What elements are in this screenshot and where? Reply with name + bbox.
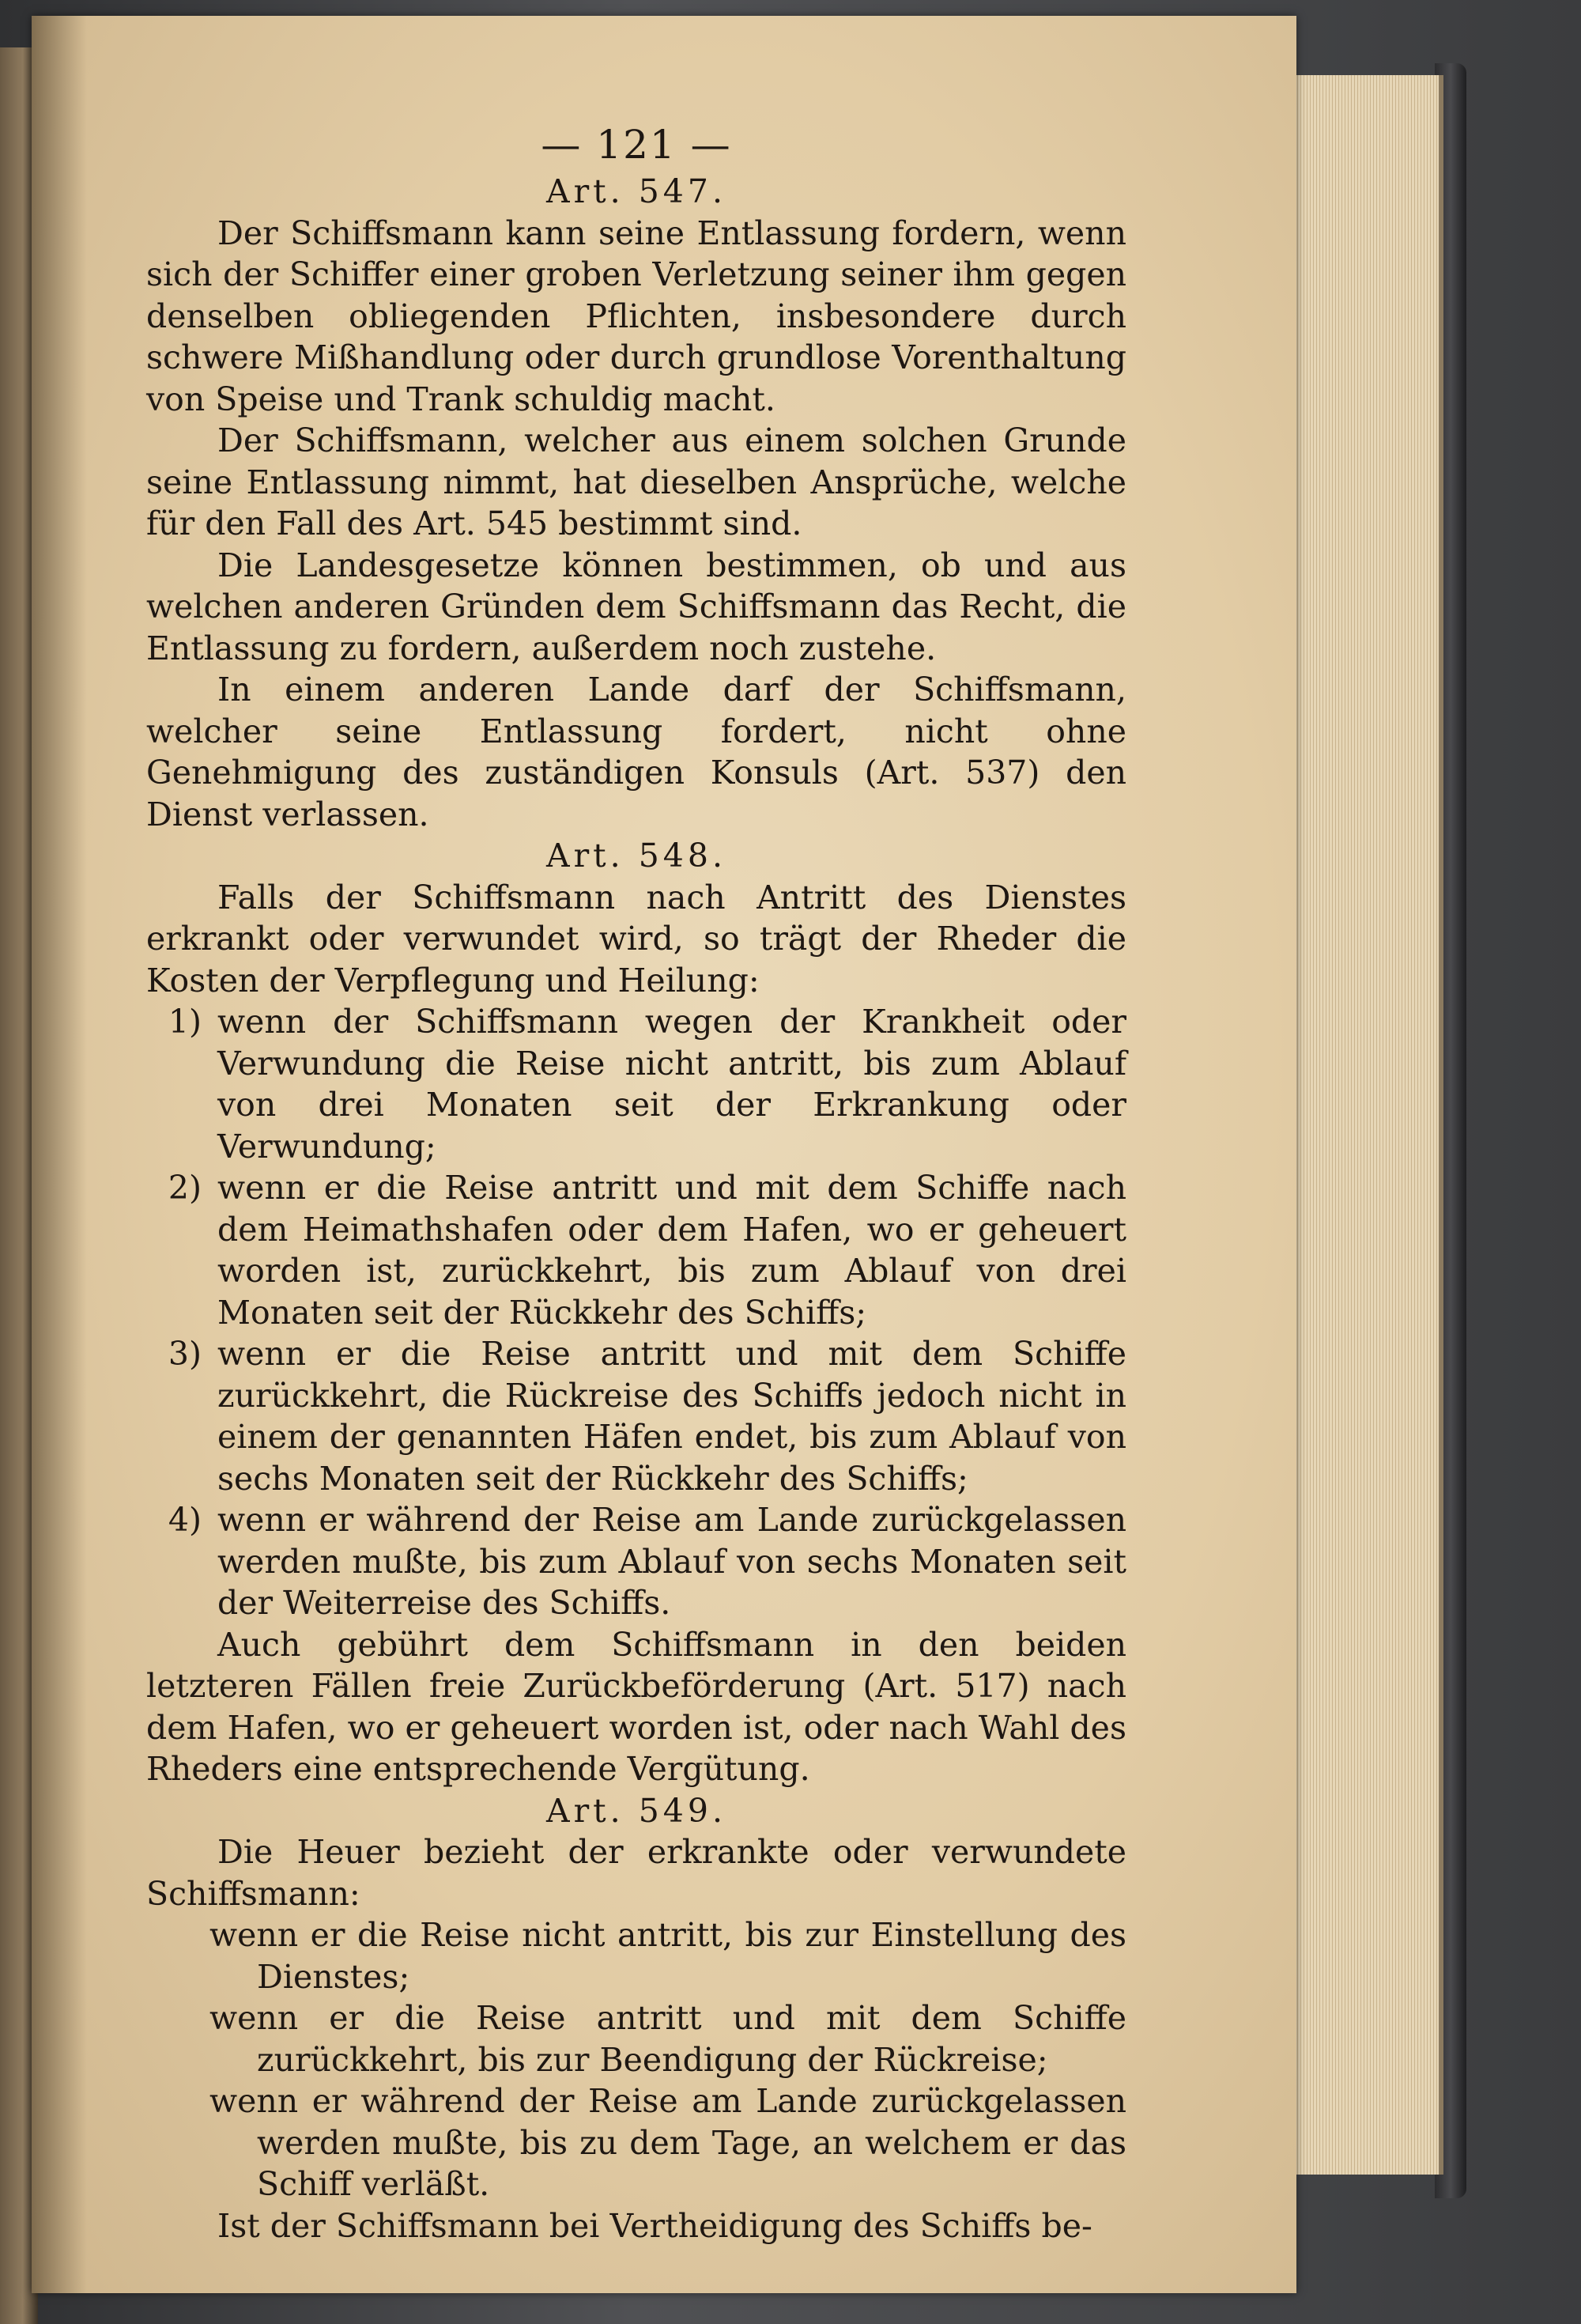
clause: wenn er die Reise antritt und mit dem Schiffe zurückkehrt, bis zur Beendigung der Rückreise; [209, 1999, 1126, 2079]
paragraph: In einem anderen Lande darf der Schiffsmann, welcher seine Entlassung fordert, nicht ohne Genehmigung des zuständigen Konsuls (Art. 537) den Dienst verlassen. [146, 671, 1126, 833]
paragraph: Der Schiffsmann, welcher aus einem solchen Grunde seine Entlassung nimmt, hat dieselben Ansprüche, welche für den Fall des Art. 545 bestimmt sind. [146, 421, 1126, 542]
numbered-list [146, 1001, 1126, 1624]
paragraph: Ist der Schiffsmann bei Vertheidigung des Schiffs be- [217, 2206, 1092, 2245]
list-item [146, 1499, 1126, 1624]
list-item [146, 1167, 1126, 1333]
list-item-text: wenn er die Reise antritt und mit dem Schiffe nach dem Heimathshafen oder dem Hafen, wo er geheuert worden ist, zurückkehrt, bis zum Ablauf von drei Monaten seit der Rückkehr des Schiffs; [217, 1169, 1126, 1332]
list-item-number: 1) [168, 1003, 202, 1041]
article-heading-548: Art. 548. [545, 837, 727, 875]
gutter-shadow [32, 16, 87, 2293]
list-item-number: 2) [168, 1169, 202, 1207]
list-item-number: 4) [168, 1501, 202, 1539]
list-item-text: wenn er die Reise antritt und mit dem Schiffe zurückkehrt, die Rückreise des Schiffs jedoch nicht in einem der genannten Häfen endet, bis zum Ablauf von sechs Monaten seit der Rückkehr des Schiffs; [217, 1335, 1126, 1498]
list-item [146, 1001, 1126, 1167]
paragraph: Die Heuer bezieht der erkrankte oder verwundete Schiffsmann: [146, 1833, 1126, 1913]
page-number: — 121 — [541, 122, 732, 168]
clause: wenn er während der Reise am Lande zurückgelassen werden mußte, bis zu dem Tage, an welchem er das Schiff verläßt. [209, 2082, 1126, 2203]
article-heading-549: Art. 549. [545, 1791, 727, 1830]
list-item [146, 1333, 1126, 1499]
paragraph: Die Landesgesetze können bestimmen, ob und aus welchen anderen Gründen dem Schiffsmann das Recht, die Entlassung zu fordern, außerdem noch zustehe. [146, 546, 1126, 667]
clause: wenn er die Reise nicht antritt, bis zur Einstellung des Dienstes; [209, 1916, 1126, 1996]
paragraph: Auch gebührt dem Schiffsmann in den beiden letzteren Fällen freie Zurückbeförderung (Art. 517) nach dem Hafen, wo er geheuert worden ist, oder nach Wahl des Rheders eine entsprechende Vergütung. [146, 1625, 1126, 1788]
page-stack-edge [1289, 75, 1443, 2175]
list-item-text: wenn der Schiffsmann wegen der Krankheit oder Verwundung die Reise nicht antritt, bis zum Ablauf von drei Monaten seit der Erkrankung oder Verwundung; [217, 1003, 1126, 1166]
paragraph: Falls der Schiffsmann nach Antritt des Dienstes erkrankt oder verwundet wird, so trägt der Rheder die Kosten der Verpflegung und Heilung: [146, 878, 1126, 1000]
list-item-number: 3) [168, 1335, 202, 1373]
page-text [146, 119, 1126, 2247]
paragraph: Der Schiffsmann kann seine Entlassung fordern, wenn sich der Schiffer einer groben Verletzung seiner ihm gegen denselben obliegenden Pflichten, insbesondere durch schwere Mißhandlung oder durch grundlose Vorenthaltung von Speise und Trank schuldig macht. [146, 214, 1126, 418]
article-heading-547: Art. 547. [545, 172, 727, 210]
list-item-text: wenn er während der Reise am Lande zurückgelassen werden mußte, bis zum Ablauf von sechs Monaten seit der Weiterreise des Schiffs. [217, 1501, 1126, 1622]
